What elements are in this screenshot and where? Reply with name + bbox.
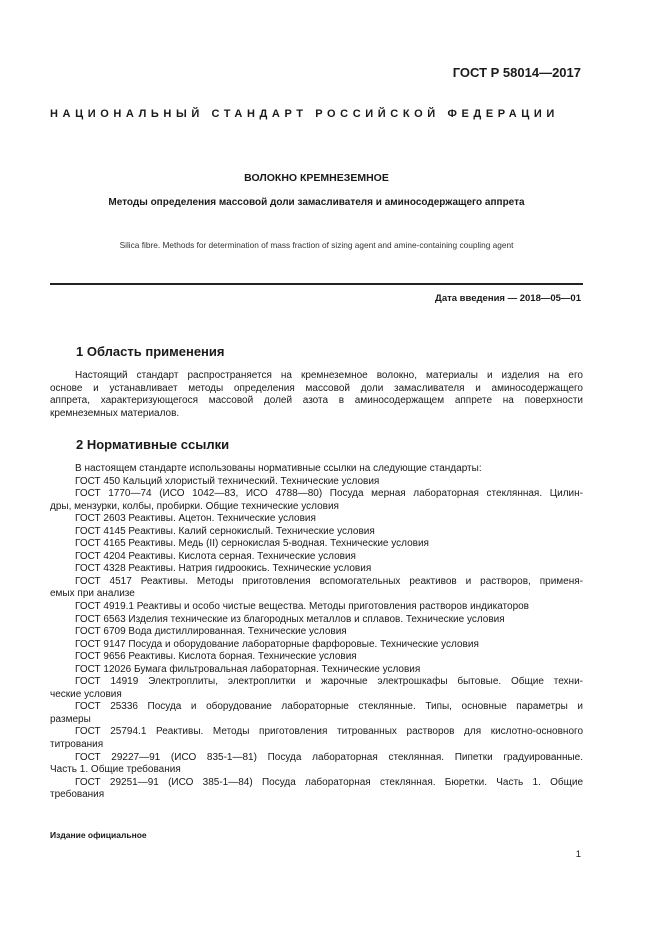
text-line: кремнеземных материалов. xyxy=(50,407,180,419)
reference-line: ГОСТ 4328 Реактивы. Натрия гидроокись. Технические условия xyxy=(75,563,372,575)
standard-code: ГОСТ Р 58014—2017 xyxy=(452,65,581,80)
reference-line: ГОСТ 1770—74 (ИСО 1042—83, ИСО 4788—80) Посуда мерная лабораторная стеклянная. Цилин- xyxy=(75,488,583,500)
national-standard-banner: НАЦИОНАЛЬНЫЙ СТАНДАРТ РОССИЙСКОЙ ФЕДЕРАЦИИ xyxy=(50,108,559,120)
english-title: Silica fibre. Methods for determination of mass fraction of sizing agent and amine-containing coupling agent xyxy=(119,240,514,250)
page-number: 1 xyxy=(575,849,581,860)
text-line: основе и устанавливает методы определения массовой доли замасливателя и аминосодержащего xyxy=(50,382,583,394)
reference-line: ГОСТ 25336 Посуда и оборудование лабораторные стеклянные. Типы, основные параметры и xyxy=(75,701,583,713)
reference-line: ГОСТ 4145 Реактивы. Калий сернокислый. Технические условия xyxy=(75,525,375,537)
reference-line: ГОСТ 29251—91 (ИСО 385-1—84) Посуда лабораторная стеклянная. Бюретки. Часть 1. Общие xyxy=(75,776,583,788)
reference-line: ГОСТ 9656 Реактивы. Кислота борная. Технические условия xyxy=(75,651,357,663)
reference-line: ГОСТ 29227—91 (ИСО 835-1—81) Посуда лабораторная стеклянная. Пипетки градуированные. xyxy=(75,751,583,763)
reference-line: ГОСТ 25794.1 Реактивы. Методы приготовления титрованных растворов для кислотно-основного xyxy=(75,726,583,738)
reference-line: ГОСТ 14919 Электроплиты, электроплитки и жарочные электрошкафы бытовые. Общие техни- xyxy=(75,676,583,688)
reference-line: емых при анализе xyxy=(50,588,135,600)
reference-line: ГОСТ 6709 Вода дистиллированная. Технические условия xyxy=(75,626,347,638)
reference-line: титрования xyxy=(50,739,104,751)
reference-line: дры, мензурки, колбы, пробирки. Общие технические условия xyxy=(50,500,339,512)
reference-line: ГОСТ 2603 Реактивы. Ацетон. Технические условия xyxy=(75,513,316,525)
section-2-heading: 2 Нормативные ссылки xyxy=(76,437,230,452)
reference-line: ГОСТ 12026 Бумага фильтровальная лабораторная. Технические условия xyxy=(75,663,421,675)
reference-line: ГОСТ 4919.1 Реактивы и особо чистые вещества. Методы приготовления растворов индикаторов xyxy=(75,601,529,613)
text-line: Настоящий стандарт распространяется на кремнеземное волокно, материалы и изделия на его xyxy=(75,370,583,381)
text-line: аппрета, характеризующегося массовой долей азота в аминосодержащем аппрете на поверхности xyxy=(50,395,583,406)
reference-line: размеры xyxy=(50,713,91,725)
reference-line: ГОСТ 9147 Посуда и оборудование лабораторные фарфоровые. Технические условия xyxy=(75,638,479,650)
document-title: ВОЛОКНО КРЕМНЕЗЕМНОЕ xyxy=(244,172,389,184)
document-subtitle: Методы определения массовой доли замасливателя и аминосодержащего аппрета xyxy=(108,197,525,208)
official-edition-label: Издание официальное xyxy=(50,830,147,840)
section-1-body xyxy=(50,370,583,420)
reference-line: ГОСТ 4517 Реактивы. Методы приготовления вспомогательных реактивов и растворов, применя- xyxy=(75,575,583,587)
title-divider xyxy=(50,283,583,285)
section-2-body xyxy=(50,463,583,802)
effective-date: Дата введения — 2018—05—01 xyxy=(435,293,581,304)
reference-line: требования xyxy=(50,789,105,801)
reference-line: ГОСТ 4165 Реактивы. Медь (II) сернокислая 5-водная. Технические условия xyxy=(75,538,429,550)
reference-line: ГОСТ 6563 Изделия технические из благородных металлов и сплавов. Технические условия xyxy=(75,613,505,625)
reference-line: ческие условия xyxy=(50,688,122,700)
reference-line: ГОСТ 450 Кальций хлористый технический. Технические условия xyxy=(75,475,380,487)
text-line: В настоящем стандарте использованы нормативные ссылки на следующие стандарты: xyxy=(75,463,482,474)
reference-line: ГОСТ 4204 Реактивы. Кислота серная. Технические условия xyxy=(75,550,356,562)
section-1-heading: 1 Область применения xyxy=(76,344,225,359)
reference-line: Часть 1. Общие требования xyxy=(50,764,181,776)
